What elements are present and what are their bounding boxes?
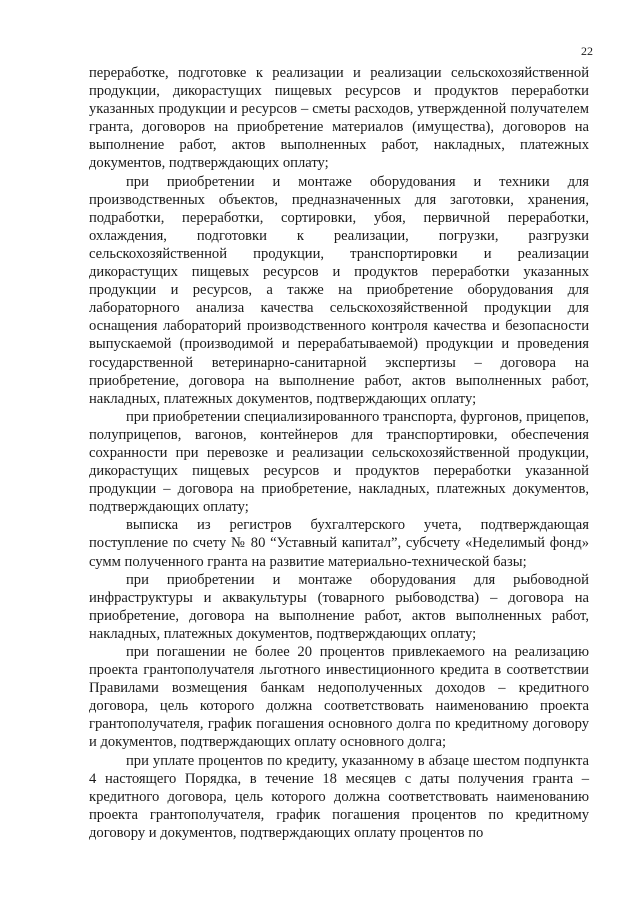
paragraph: переработке, подготовке к реализации и реализации сельскохозяйственной продукции, дикорастущих пищевых ресурсов и продуктов переработки указанных продукции и ресурсов – сметы расходов, утвержденной получателем гранта, договоров на приобретение материалов (имущества), договоров на выполнение работ, актов выполненных работ, накладных, платежных документов, подтверждающих оплату;: [89, 65, 589, 172]
page-number: 22: [581, 44, 593, 58]
paragraph: при приобретении специализированного транспорта, фургонов, прицепов, полуприцепов, вагонов, контейнеров для транспортировки, обеспечения сохранности при перевозке и реализации сельскохозяйственной продукции, дикорастущих пищевых ресурсов и продуктов переработки указанной продукции – договора на приобретение, накладных, платежных документов, подтверждающих оплату;: [89, 408, 589, 516]
paragraph: при уплате процентов по кредиту, указанному в абзаце шестом подпункта 4 настоящего Порядка, в течение 18 месяцев с даты получения гранта – кредитного договора, цель которого должна соответствовать наименованию проекта грантополучателя, график погашения процентов по кредитному договору и документов, подтверждающих оплату процентов по: [89, 752, 589, 841]
paragraph: выписка из регистров бухгалтерского учета, подтверждающая поступление по счету № 80 “Уставный капитал”, субсчету «Неделимый фонд» сумм полученного гранта на развитие материально-технической базы;: [89, 517, 589, 570]
document-body: [89, 64, 589, 842]
paragraph: при погашении не более 20 процентов привлекаемого на реализацию проекта грантополучателя льготного инвестиционного кредита в соответствии Правилами возмещения банкам недополученных доходов – кредитного договора, цель которого должна соответствовать наименованию проекта грантополучателя, график погашения основного долга по кредитному договору и документов, подтверждающих оплату основного долга;: [89, 644, 589, 751]
paragraph: при приобретении и монтаже оборудования для рыбоводной инфраструктуры и аквакультуры (товарного рыбоводства) – договора на приобретение, договора на выполнение работ, актов выполненных работ, накладных, платежных документов, подтверждающих оплату;: [89, 571, 589, 642]
paragraph: при приобретении и монтаже оборудования и техники для производственных объектов, предназначенных для заготовки, хранения, подработки, переработки, сортировки, убоя, первичной переработки, охлаждения, подготовки к реализации, погрузки, разгрузки сельскохозяйственной продукции, транспортировки и реализации дикорастущих пищевых ресурсов и продуктов переработки указанных продукции и ресурсов, а также на приобретение оборудования для лабораторного анализа качества сельскохозяйственной продукции для оснащения лабораторий производственного контроля качества и безопасности выпускаемой (производимой и перерабатываемой) продукции и проведения государственной ветеринарно-санитарной экспертизы – договора на приобретение, договора на выполнение работ, актов выполненных работ, накладных, платежных документов, подтверждающих оплату;: [89, 173, 589, 407]
